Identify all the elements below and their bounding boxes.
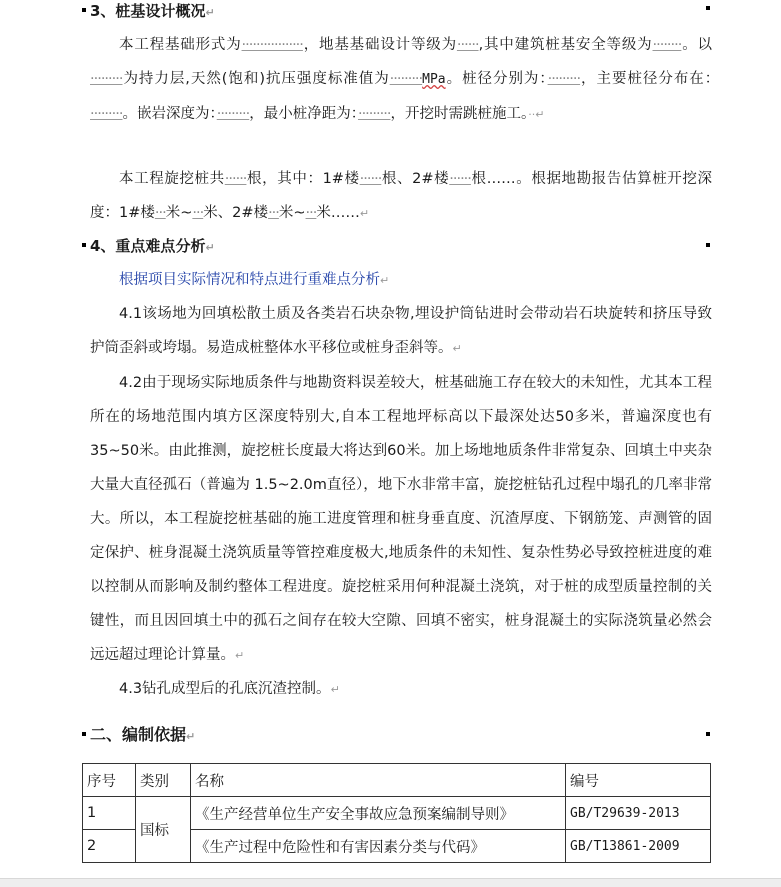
paragraph-4-3: 4.3钻孔成型后的孔底沉渣控制。↵ [119,681,340,697]
table-header-row [83,764,711,797]
row-no: 1 [83,797,136,830]
paragraph-4-2: 4.2由于现场实际地质条件与地勘资料误差较大，桩基础施工存在较大的未知性，尤其本工程所在的场地范围内填方区深度特别大,自本工程地坪标高以下最深处达50多米，普遍深度也有 35~50米。由此推测，旋挖桩长度最大将达到60米。加上场地地质条件非常复杂、回填土中夹杂大量大直径孤石（普遍为 1.5~2.0m直径），地下水非常丰富，旋挖桩钻孔过程中塌孔的几率非常大。所以，本工程旋挖桩基础的施工进度管理和桩身垂直度、沉渣厚度、下钢筋笼、声测管的固定保护、桩身混凝土浇筑质量等管控难度极大,地质条件的未知性、复杂性势必导致控桩进度的难以控制从而影响及制约整体工程进度。旋挖桩采用何种混凝土浇筑，对于桩的成型质量控制的关键性，而且因回填土中的孤石之间存在较大空隙、回填不密实，桩身混凝土的实际浇筑量必然会远远超过理论计算量。↵ [90,375,712,663]
header-category: 类别 [136,764,191,797]
section-3-paragraph-2: 本工程旋挖桩共······根，其中：1#楼······根、2#楼······根……。根据地勘报告估算桩开挖深度：1#楼···米~···米、2#楼···米~···米……↵ [90,171,713,221]
row-code: GB/T29639-2013 [566,797,711,830]
section-2-title: 二、编制依据 [90,725,187,744]
table-row [83,797,711,830]
section-3-title: 3、桩基设计概况 [90,2,206,20]
row-name: 《生产过程中危险性和有害因素分类与代码》 [191,830,566,863]
header-code: 编号 [566,764,711,797]
section-4-note: 根据项目实际情况和特点进行重难点分析↵ [119,272,390,288]
section-3-heading: 3、桩基设计概况↵ [82,0,215,21]
row-code: GB/T13861-2009 [566,830,711,863]
bullet-marker [82,8,86,12]
header-name: 名称 [191,764,566,797]
row-name: 《生产经营单位生产安全事故应急预案编制导则》 [191,797,566,830]
section-4-heading: 4、重点难点分析↵ [82,235,215,256]
section-3-paragraph-1: 本工程基础形式为·················，地基基础设计等级为······,其中建筑桩基安全等级为········。以·········为持力层,天然(饱和)抗压强度标准值为·········MPa。桩径分别为：·········，主要桩径分布在：·········。嵌岩深度为：·········，最小桩净距为：·········，开挖时需跳桩施工。··↵ [90,37,713,122]
heading-marker [706,732,710,736]
reference-standards-table [82,763,711,863]
heading-marker [706,243,710,247]
paragraph-4-1: 4.1该场地为回填松散土质及各类岩石块杂物,埋设护筒钻进时会带动岩石块旋转和挤压导致护筒歪斜或垮塌。易造成桩整体水平移位或桩身歪斜等。↵ [90,306,712,356]
bullet-marker [82,243,86,247]
header-no: 序号 [83,764,136,797]
row-category: 国标 [136,797,191,863]
bullet-marker [82,732,86,736]
section-2-heading: 二、编制依据↵ [82,722,195,745]
section-4-title: 4、重点难点分析 [90,237,206,255]
row-no: 2 [83,830,136,863]
heading-marker [706,6,710,10]
